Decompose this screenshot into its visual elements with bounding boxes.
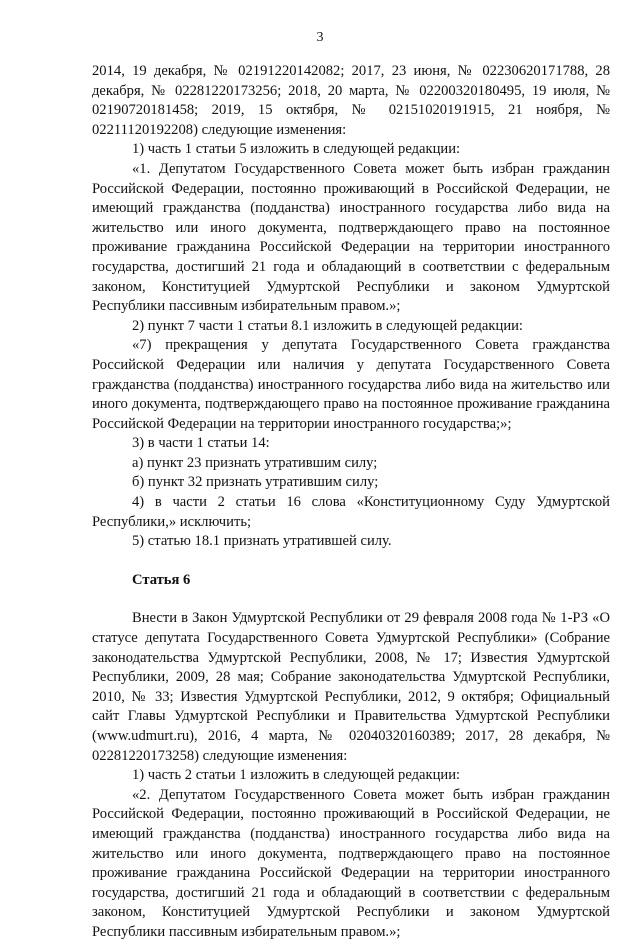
paragraph-quote-2: «7) прекращения у депутата Государственного Совета гражданства Российской Федерации или наличия у депутата Государственного Совета гражданства (подданства) иностранного государства либо вида на жительство или иного документа, подтверждающего право на постоянное проживание гражданина Российской Федерации на территории иностранного государства;»; — [92, 337, 610, 432]
paragraph-item-2: 2) пункт 7 части 1 статьи 8.1 изложить в следующей редакции: — [132, 317, 523, 334]
paragraph-article-quote: «2. Депутатом Государственного Совета может быть избран гражданин Российской Федерации, постоянно проживающий в Российской Федерации, не имеющий гражданства (подданства) иностранного государства либо вида на жительство или иного документа, подтверждающего право на постоянное проживание гражданина Российской Федерации на территории иностранного государства, достигший 21 года и обладающий в соответствии с федеральным законом, Конституцией Удмуртской Республики и законом Удмуртской Республики пассивным избирательным правом.»; — [92, 786, 610, 940]
paragraph-item-3: 3) в части 1 статьи 14: — [132, 435, 270, 452]
page-number: 3 — [316, 30, 324, 45]
paragraph-subitem-a: а) пункт 23 признать утратившим силу; — [132, 454, 378, 471]
paragraph-article-intro: Внести в Закон Удмуртской Республики от 29 февраля 2008 года № 1-РЗ «О статусе депутата Государственного Совета Удмуртской Республики» (Собрание законодательства Удмуртской Республики, 2008, № 17; Известия Удмуртской Республики, 2009, 28 мая; Собрание законодательства Удмуртской Республики, 2010, № 33; Известия Удмуртской Республики, 2012, 9 октября; Официальный сайт Главы Удмуртской Республики и Правительства Удмуртской Республики (www.udmurt.ru), 2016, 4 марта, № 02040320160389; 2017, 28 декабря, № 02281220173258) следующие изменения: — [92, 610, 610, 764]
paragraph-quote-1: «1. Депутатом Государственного Совета может быть избран гражданин Российской Федерации, постоянно проживающий в Российской Федерации, не имеющий гражданства (подданства) иностранного государства либо вида на жительство или иного документа, подтверждающего право на постоянное проживание гражданина Российской Федерации на территории иностранного государства, достигший 21 года и обладающий в соответствии с федеральным законом, Конституцией Удмуртской Республики и законом Удмуртской Республики пассивным избирательным правом.»; — [92, 160, 610, 315]
paragraph-subitem-b: б) пункт 32 признать утратившим силу; — [132, 474, 379, 491]
paragraph-item-5: 5) статью 18.1 признать утратившей силу. — [132, 533, 392, 550]
paragraph-item-1: 1) часть 1 статьи 5 изложить в следующей редакции: — [132, 141, 461, 158]
article-heading: Статья 6 — [132, 571, 191, 588]
document-body — [92, 62, 610, 943]
paragraph-article-item-1: 1) часть 2 статьи 1 изложить в следующей редакции: — [132, 767, 461, 784]
paragraph-continuation: 2014, 19 декабря, № 02191220142082; 2017, 23 июня, № 02230620171788, 28 декабря, № 02281220173256; 2018, 20 марта, № 02200320180495, 19 июля, № 02190720181458; 2019, 15 октября, № 02151020191915, 21 ноября, № 02211120192208) следующие изменения: — [92, 63, 610, 138]
paragraph-item-4: 4) в части 2 статьи 16 слова «Конституционному Суду Удмуртской Республики,» исключить; — [92, 494, 610, 530]
